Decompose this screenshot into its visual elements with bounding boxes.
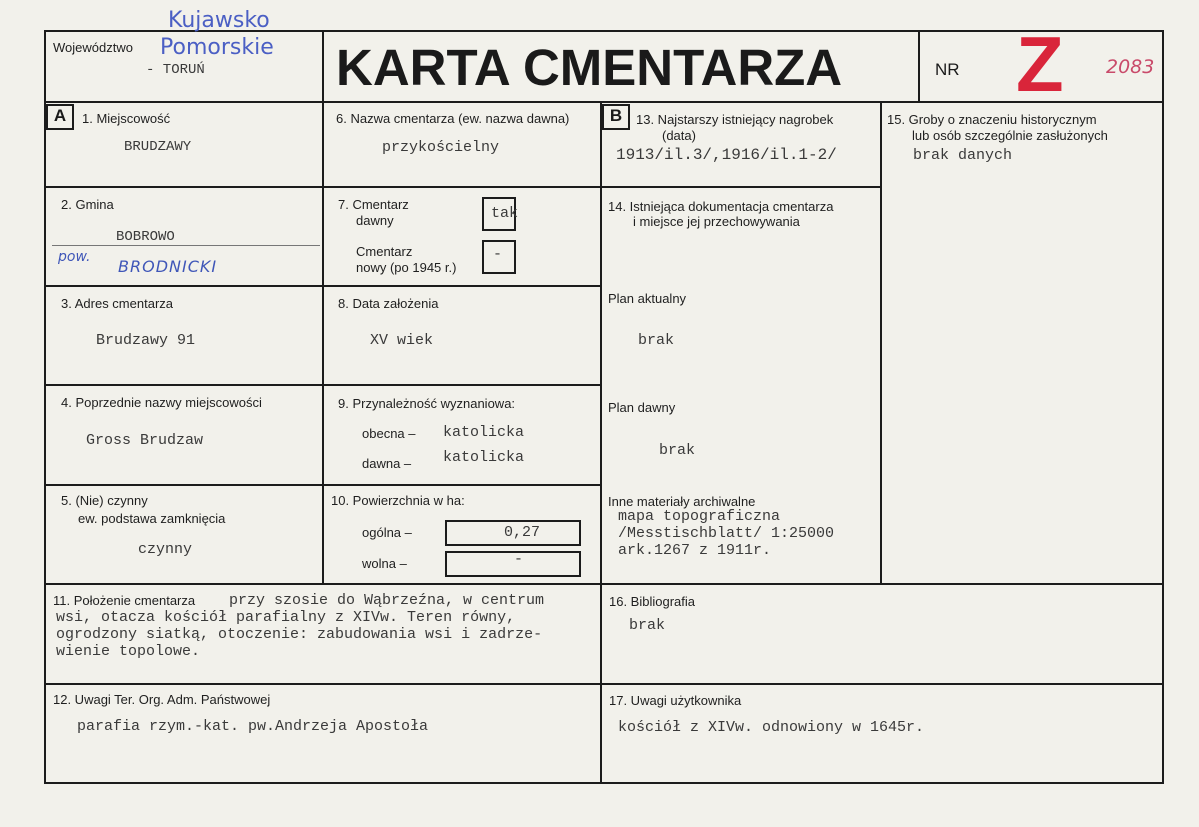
field-5-label: 5. (Nie) czynny — [61, 493, 148, 508]
field-10-wolna-box — [445, 551, 581, 577]
frame-right — [1162, 30, 1164, 784]
frame-bottom — [44, 782, 1164, 784]
field-11-line-1: przy szosie do Wąbrzeźna, w centrum — [229, 592, 545, 609]
field-7-dawny-value: tak — [491, 205, 519, 222]
col-a-divider — [322, 101, 324, 584]
stamp-line-2: Pomorskie — [160, 35, 274, 60]
field-14-sublabel: i miejsce jej przechowywania — [633, 214, 800, 229]
nr-letter: Z — [1016, 20, 1064, 108]
card-title: KARTA CMENTARZA — [336, 39, 843, 96]
header-bottom — [44, 101, 1164, 103]
field-4-label: 4. Poprzednie nazwy miejscowości — [61, 395, 262, 410]
field-16-value: brak — [629, 617, 666, 634]
inne-materialy-label: Inne materiały archiwalne — [608, 494, 756, 509]
row-line-1 — [44, 186, 882, 188]
nr-label: NR — [935, 60, 960, 79]
field-7-dawny-sublabel: dawny — [356, 213, 394, 228]
plan-aktualny-value: brak — [638, 332, 675, 349]
field-7-dawny-label: 7. Cmentarz — [338, 197, 409, 212]
field-10-wolna-value: - — [514, 551, 524, 568]
field-9-label: 9. Przynależność wyznaniowa: — [338, 396, 516, 411]
inne-materialy-line-1: mapa topograficzna — [618, 508, 781, 525]
field-1-value: BRUDZAWY — [124, 139, 192, 155]
field-3-label: 3. Adres cmentarza — [61, 296, 173, 311]
field-7-nowy-label: Cmentarz — [356, 244, 413, 259]
inne-materialy-line-2: /Messtischblatt/ 1:25000 — [618, 525, 835, 542]
field-13-label: 13. Najstarszy istniejący nagrobek — [636, 112, 834, 127]
field-15-label: 15. Groby o znaczeniu historycznym — [887, 112, 1097, 127]
field-11-line-2: wsi, otacza kościół parafialny z XIVw. Teren równy, — [56, 609, 516, 626]
row-line-3 — [44, 384, 602, 386]
field-10-ogolna-value: 0,27 — [504, 524, 541, 541]
field-5-value: czynny — [138, 541, 193, 558]
field-11-label: 11. Położenie cmentarza — [53, 593, 196, 608]
powiat-value: BRODNICKI — [118, 257, 218, 276]
field-12-value: parafia rzym.-kat. pw.Andrzeja Apostoła — [77, 718, 429, 735]
field-13-sublabel: (data) — [662, 128, 696, 143]
section-a-marker: A — [46, 104, 74, 130]
field-8-value: XV wiek — [370, 332, 434, 349]
field-12-label: 12. Uwagi Ter. Org. Adm. Państwowej — [53, 692, 271, 707]
header-divider-1 — [322, 30, 324, 102]
plan-aktualny-label: Plan aktualny — [608, 291, 687, 306]
row-line-6 — [44, 683, 1164, 685]
field-8-label: 8. Data założenia — [338, 296, 439, 311]
field-10-ogolna-label: ogólna – — [362, 525, 412, 540]
gmina-underline — [52, 245, 320, 246]
row-line-4 — [44, 484, 602, 486]
inne-materialy-line-3: ark.1267 z 1911r. — [618, 542, 772, 559]
col-b-divider — [600, 101, 602, 784]
field-17-value: kościół z XIVw. odnowiony w 1645r. — [618, 719, 925, 736]
field-9-dawna-label: dawna – — [362, 456, 412, 471]
field-2-value: BOBROWO — [116, 229, 175, 245]
field-9-obecna-value: katolicka — [443, 424, 525, 441]
field-15-value: brak danych — [913, 147, 1013, 164]
field-9-obecna-label: obecna – — [362, 426, 416, 441]
field-6-value: przykościelny — [382, 139, 500, 156]
field-2-label: 2. Gmina — [61, 197, 114, 212]
field-5-sublabel: ew. podstawa zamknięcia — [78, 511, 226, 526]
wojewodztwo-value: - TORUŃ — [146, 62, 205, 78]
field-6-label: 6. Nazwa cmentarza (ew. nazwa dawna) — [336, 111, 570, 126]
frame-left — [44, 30, 46, 784]
field-7-nowy-value: - — [493, 246, 503, 263]
plan-dawny-value: brak — [659, 442, 696, 459]
field-10-wolna-label: wolna – — [362, 556, 407, 571]
field-11-line-4: wienie topolowe. — [56, 643, 201, 660]
nr-number: 2083 — [1106, 56, 1155, 78]
field-13-value: 1913/il.3/,1916/il.1-2/ — [616, 146, 837, 164]
field-10-label: 10. Powierzchnia w ha: — [331, 493, 465, 508]
section-b-marker: B — [602, 104, 630, 130]
field-9-dawna-value: katolicka — [443, 449, 525, 466]
field-14-label: 14. Istniejąca dokumentacja cmentarza — [608, 199, 834, 214]
row-line-2 — [44, 285, 602, 287]
stamp-line-1: Kujawsko — [168, 8, 270, 33]
col-c-divider — [880, 101, 882, 584]
field-17-label: 17. Uwagi użytkownika — [609, 693, 742, 708]
field-4-value: Gross Brudzaw — [86, 432, 204, 449]
field-1-label: 1. Miejscowość — [82, 111, 171, 126]
field-7-nowy-sublabel: nowy (po 1945 r.) — [356, 260, 457, 275]
powiat-prefix: pow. — [58, 249, 91, 265]
wojewodztwo-label: Województwo — [53, 40, 133, 55]
plan-dawny-label: Plan dawny — [608, 400, 676, 415]
row-line-5 — [44, 583, 1164, 585]
field-11-line-3: ogrodzony siatką, otoczenie: zabudowania wsi i zadrze- — [56, 626, 543, 643]
field-15-sublabel: lub osób szczególnie zasłużonych — [912, 128, 1108, 143]
header-divider-2 — [918, 30, 920, 102]
field-3-value: Brudzawy 91 — [96, 332, 196, 349]
field-16-label: 16. Bibliografia — [609, 594, 695, 609]
